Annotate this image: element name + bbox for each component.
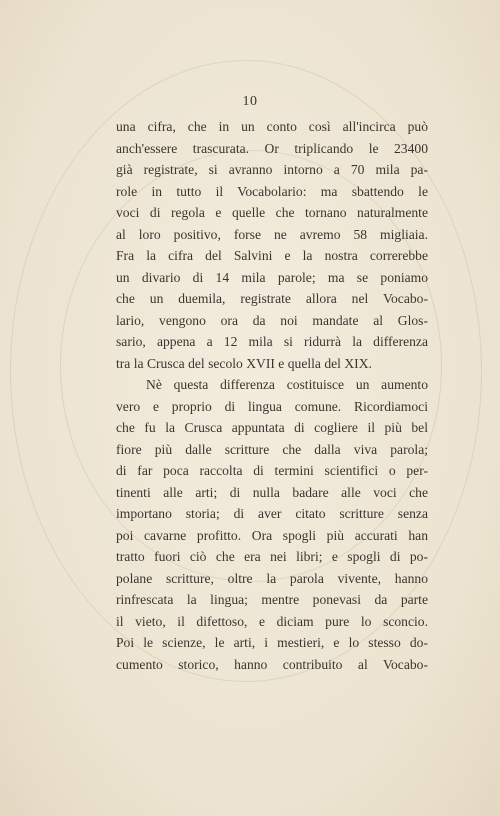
text-line: anch'essere trascurata. Or triplicando le 23400 <box>116 140 428 156</box>
text-line: al loro positivo, forse ne avremo 58 migliaia. <box>116 226 428 242</box>
text-line: poi cavarne profitto. Ora spogli più accurati han <box>116 527 428 543</box>
text-line: che fu la Crusca appuntata di cogliere il più bel <box>116 420 428 435</box>
text-line: che un duemila, registrate allora nel Vocabo- <box>116 291 428 306</box>
text-line: Fra la cifra del Salvini e la nostra correrebbe <box>116 248 428 263</box>
text-line: un divario di 14 mila parole; ma se poniamo <box>116 269 428 285</box>
text-line: di far poca raccolta di termini scientifici o per- <box>116 463 428 478</box>
text-line: il vieto, il difettoso, e diciam pure lo sconcio. <box>116 613 428 629</box>
text-line: importano storia; di aver citato scritture senza <box>116 506 428 521</box>
text-line: già registrate, si avranno intorno a 70 mila pa- <box>116 162 428 177</box>
page-number: 10 <box>242 94 258 109</box>
text-line: rinfrescata la lingua; mentre ponevasi da parte <box>116 592 428 607</box>
text-line: Nè questa differenza costituisce un aumento <box>146 377 428 392</box>
text-line: cumento storico, hanno contribuito al Vocabo- <box>116 656 428 672</box>
text-line: Poi le scienze, le arti, i mestieri, e lo stesso do- <box>116 635 428 650</box>
body-text <box>116 116 428 675</box>
text-line: tratto fuori ciò che era nei libri; e spogli di po- <box>116 549 428 564</box>
text-line: tra la Crusca del secolo XVII e quella del XIX. <box>116 355 372 371</box>
text-line: lario, vengono ora da noi mandate al Glos- <box>116 312 428 328</box>
text-line: sario, appena a 12 mila si ridurrà la differenza <box>116 334 428 349</box>
text-line: fiore più dalle scritture che dalla viva parola; <box>116 441 428 457</box>
text-line: tinenti alle arti; di nulla badare alle voci che <box>116 484 428 500</box>
text-line: polane scritture, oltre la parola vivente, hanno <box>116 570 428 586</box>
text-line: una cifra, che in un conto così all'incirca può <box>116 119 428 134</box>
text-line: voci di regola e quelle che tornano naturalmente <box>116 205 428 220</box>
text-line: role in tutto il Vocabolario: ma sbattendo le <box>116 183 428 199</box>
text-line: vero e proprio di lingua comune. Ricordiamoci <box>116 398 428 414</box>
